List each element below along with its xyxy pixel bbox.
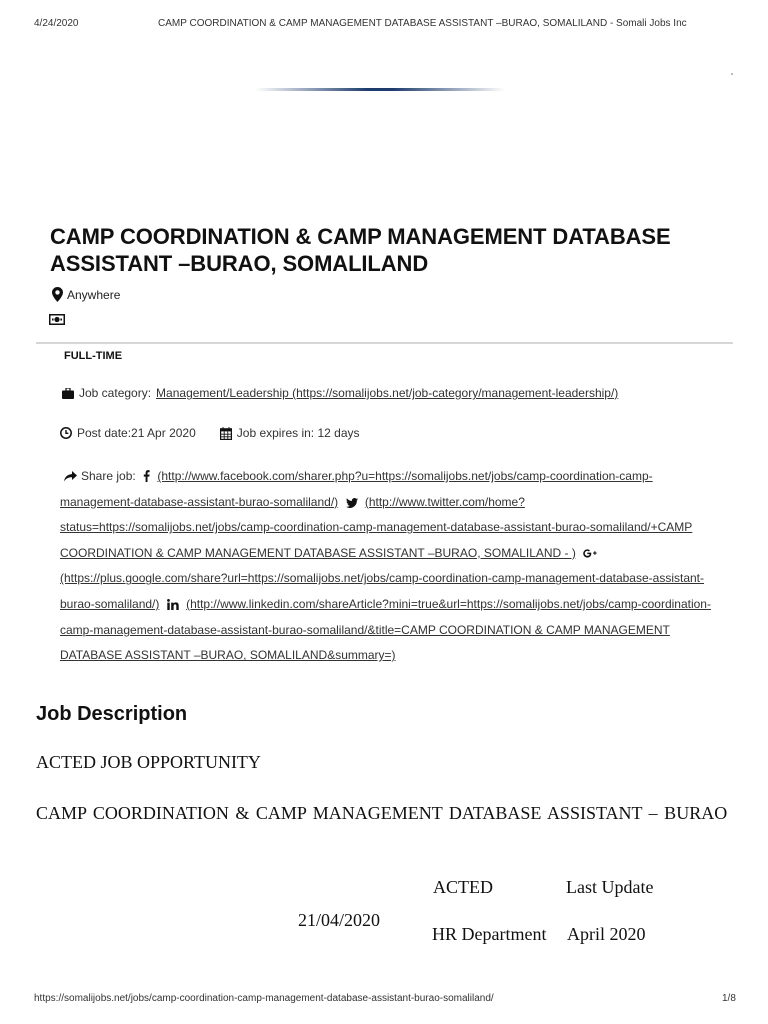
job-location-text: Anywhere (67, 287, 121, 302)
table-date: 21/04/2020 (298, 910, 381, 930)
print-footer-page: 1/8 (722, 993, 736, 1004)
job-type-badge: FULL-TIME (64, 350, 123, 362)
job-dates (60, 426, 360, 440)
section-divider (36, 342, 733, 344)
table-department: HR Department (432, 924, 547, 944)
job-category-link[interactable]: Management/Leadership (https://somalijobs.net/job-category/management-leadership/) (156, 386, 619, 400)
print-header-date: 4/24/2020 (34, 18, 79, 29)
post-date: Post date:21 Apr 2020 (77, 426, 196, 440)
position-heading: CAMP COORDINATION & CAMP MANAGEMENT DATABASE ASSISTANT – BURAO (36, 803, 728, 823)
twitter-icon[interactable] (346, 498, 358, 508)
map-marker-icon (52, 287, 63, 302)
briefcase-icon (62, 388, 74, 399)
share-twitter-link[interactable]: (http://www.twitter.com/home?status=https://somalijobs.net/jobs/camp-coordination-camp-management-database-assistant-burao-somaliland/+CAMP COORDINATION & CAMP MANAGEMENT DATABASE ASSISTANT –BURAO, SOMALILAND - ) (60, 494, 693, 560)
table-last-update-value: April 2020 (567, 924, 646, 944)
calendar-icon (220, 427, 232, 440)
logo-dot (731, 73, 733, 75)
print-footer-url: https://somalijobs.net/jobs/camp-coordination-camp-management-database-assistant-burao-somaliland/ (34, 993, 494, 1004)
share-facebook-link[interactable]: (http://www.facebook.com/sharer.php?u=https://somalijobs.net/jobs/camp-coordination-camp-management-database-assistant-burao-somaliland/) (60, 469, 653, 509)
print-header-title: CAMP COORDINATION & CAMP MANAGEMENT DATABASE ASSISTANT –BURAO, SOMALILAND - Somali Jobs Inc (158, 18, 687, 29)
site-logo-line (255, 88, 505, 91)
linkedin-icon[interactable] (167, 599, 179, 610)
table-last-update-label: Last Update (566, 877, 654, 897)
job-category-label: Job category: (79, 386, 152, 400)
share-job (60, 464, 720, 669)
share-google-link[interactable]: (https://plus.google.com/share?url=https://somalijobs.net/jobs/camp-coordination-camp-management-database-assistant-burao-somaliland/) (60, 571, 704, 611)
job-title: CAMP COORDINATION & CAMP MANAGEMENT DATABASE ASSISTANT –BURAO, SOMALILAND (50, 224, 671, 276)
share-label: Share job: (81, 469, 136, 483)
table-org: ACTED (433, 877, 493, 897)
facebook-icon[interactable] (143, 470, 150, 482)
job-expires: Job expires in: 12 days (236, 426, 360, 440)
job-opportunity-title: ACTED JOB OPPORTUNITY (36, 752, 261, 772)
money-icon (49, 314, 65, 325)
share-linkedin-link[interactable]: (http://www.linkedin.com/shareArticle?mini=true&url=https://somalijobs.net/jobs/camp-coordination-camp-management-database-assistant-burao-somaliland/&title=CAMP COORDINATION & CAMP MANAGEMENT DATABASE ASSISTANT –BURAO, SOMALILAND&summary=) (60, 596, 711, 663)
clock-icon (60, 427, 72, 439)
job-location (52, 287, 120, 302)
google-plus-icon[interactable] (583, 548, 597, 559)
share-icon (64, 471, 77, 482)
job-description-heading: Job Description (36, 703, 188, 725)
job-category (62, 386, 618, 400)
